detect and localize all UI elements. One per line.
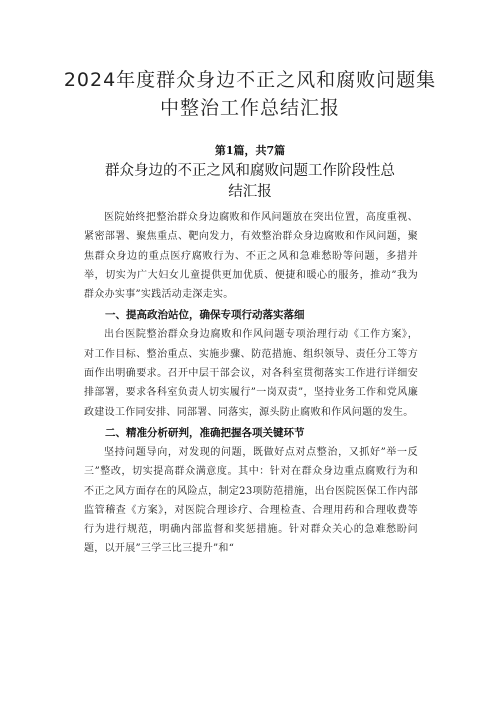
section-2-paragraph: 坚持问题导向，对发现的问题，既做好点对点整治，又抓好”举一反三”整改，切实提高群众满意度。其中：针对在群众身边重点腐败行为和不正之风方面存在的风险点，制定23项防范措施，出台医院医保工作内部监管稽查《方案》，对医院合理诊疗、合理检查、合理用药和合理收费等行为进行规范，明确内部监督和奖惩措施。针对群众关心的急难愁盼问题，以开展”三学三比三提升”和“: [84, 446, 418, 555]
document-title: 2024年度群众身边不正之风和腐败问题集中整治工作总结汇报: [63, 69, 437, 119]
document-body: [84, 208, 418, 559]
section-1-paragraph: 出台医院整治群众身边腐败和作风问题专项治理行动《工作方案》，对工作目标、整治重点、实施步骤、防范措施、组织领导、责任分工等方面作出明确要求。召开中层干部会议，对各科室贯彻落实工作进行详细安排部署，要求各科室负责人切实履行”一岗双责”，坚持业务工作和党风廉政建设工作同安排、同部署、同落实，源头防止腐败和作风问题的发生。: [84, 329, 418, 418]
part-label: 第1篇，共7篇: [214, 144, 286, 157]
article-title: 群众身边的不正之风和腐败问题工作阶段性总结汇报: [105, 163, 395, 200]
section-1-heading: 一、提高政治站位，确保专项行动落实落细: [105, 309, 305, 322]
intro-paragraph: 医院始终把整治群众身边腐败和作风问题放在突出位置，高度重视、紧密部署、聚焦重点、靶向发力，有效整治群众身边腐败和作风问题，聚焦群众身边的重点医疗腐败行为、不正之风和急难愁盼等问题，多措并举，切实为广大妇女儿童提供更加优质、便捷和暖心的服务，推动”我为群众办实事”实践活动走深走实。: [84, 212, 418, 301]
section-2-heading: 二、精准分析研判，准确把握各项关键环节: [105, 426, 305, 439]
